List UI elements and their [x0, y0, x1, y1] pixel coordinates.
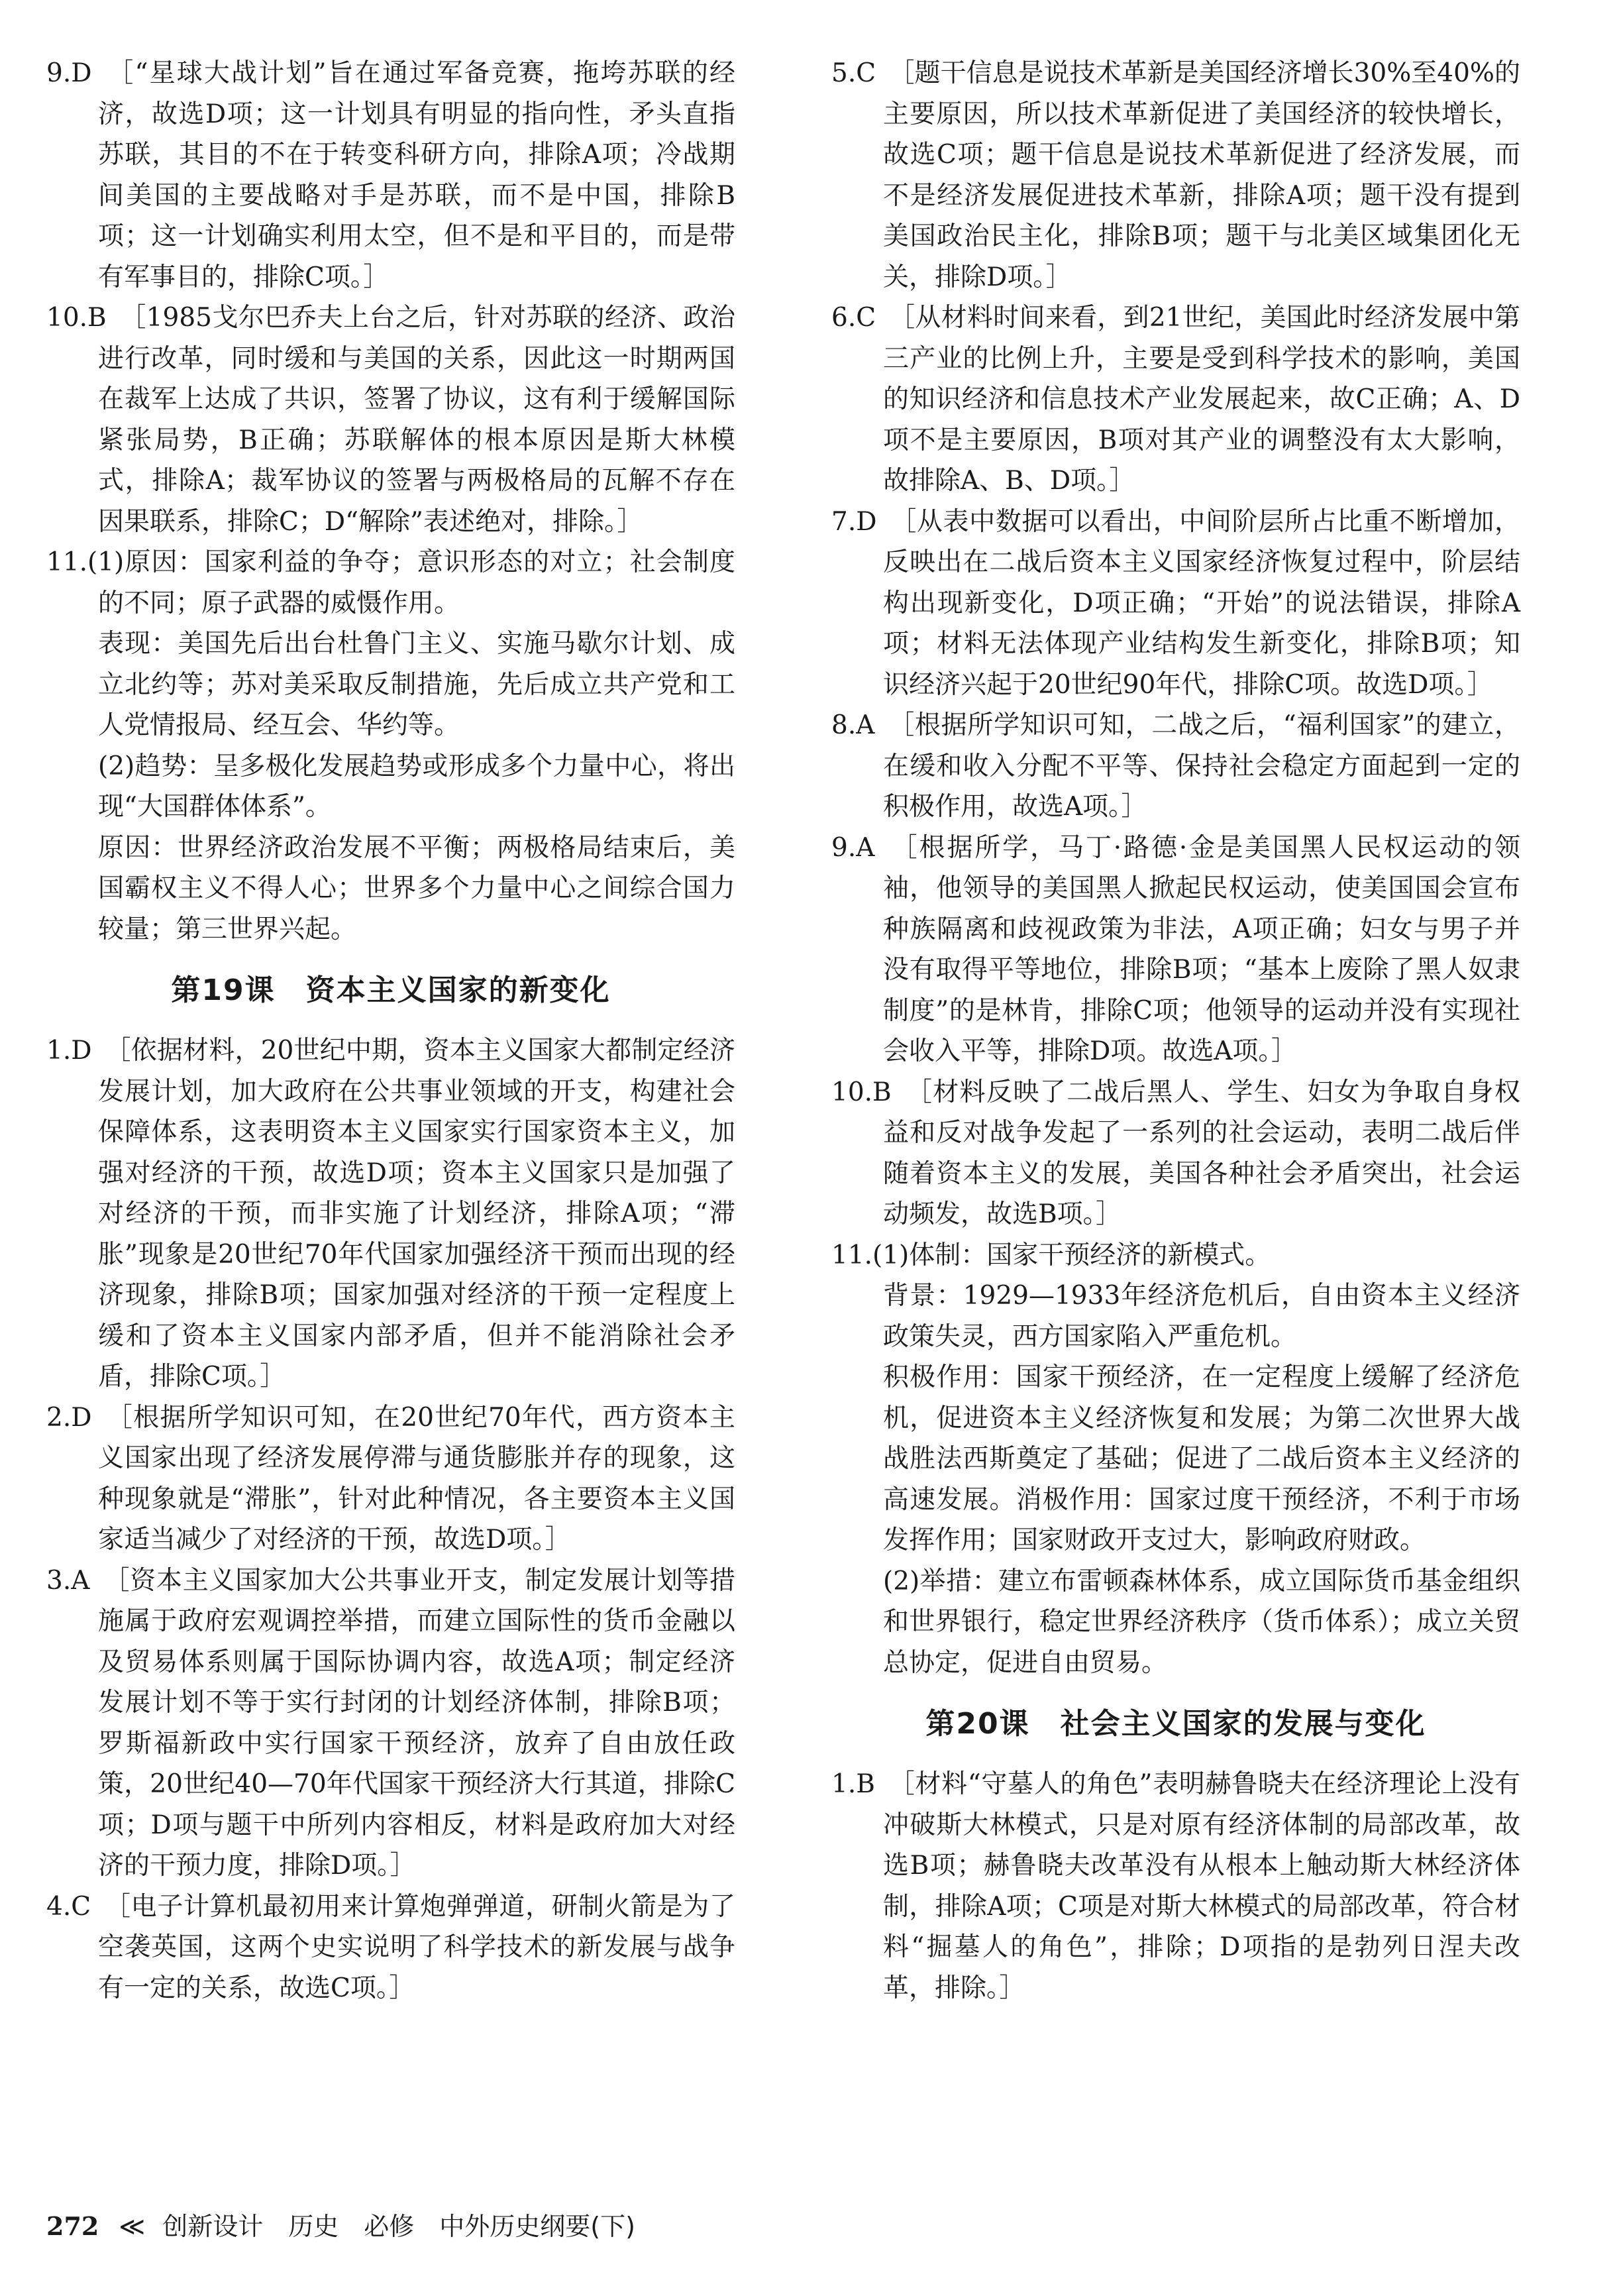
left-column [46, 53, 735, 2008]
lesson-heading: 第20课 社会主义国家的发展与变化 [925, 1707, 1426, 1741]
answer-item: 2.D ［根据所学知识可知，在20世纪70年代，西方资本主义国家出现了经济发展停滞与通货膨胀并存的现象，这种现象就是“滞胀”，针对此种情况，各主要资本主义国家适当减少了对经济的干预，故选D项。］ [46, 1402, 735, 1555]
answer-item: 10.B ［1985戈尔巴乔夫上台之后，针对苏联的经济、政治进行改革，同时缓和与美国的关系，因此这一时期两国在裁军上达成了共识，签署了协议，这有利于缓解国际紧张局势，B正确；苏联解体的根本原因是斯大林模式，排除A；裁军协议的签署与两极格局的瓦解不存在因果联系，排除C；D“解除”表述绝对，排除。］ [46, 303, 735, 537]
right-column [831, 53, 1520, 2008]
page-footer [46, 2210, 635, 2243]
answer-item: 10.B ［材料反映了二战后黑人、学生、妇女为争取自身权益和反对战争发起了一系列的社会运动，表明二战后伴随着资本主义的发展，美国各种社会矛盾突出，社会运动频发，故选B项。］ [831, 1077, 1520, 1229]
answer-item: 6.C ［从材料时间来看，到21世纪，美国此时经济发展中第三产业的比例上升，主要是受到科学技术的影响，美国的知识经济和信息技术产业发展起来，故C正确；A、D项不是主要原因，B项对其产业的调整没有太大影响，故排除A、B、D项。］ [831, 303, 1520, 496]
answer-item: 1.D ［依据材料，20世纪中期，资本主义国家大都制定经济发展计划，加大政府在公共事业领域的开支，构建社会保障体系，这表明资本主义国家实行国家资本主义，加强对经济的干预，故选D项；资本主义国家只是加强了对经济的干预，而非实施了计划经济，排除A项；“滞胀”现象是20世纪70年代国家加强经济干预而出现的经济现象，排除B项；国家加强对经济的干预一定程度上缓和了资本主义国家内部矛盾，但并不能消除社会矛盾，排除C项。］ [46, 1036, 735, 1392]
answer-item: 9.A ［根据所学，马丁·路德·金是美国黑人民权运动的领袖，他领导的美国黑人掀起民权运动，使美国国会宣布种族隔离和歧视政策为非法，A项正确；妇女与男子并没有取得平等地位，排除B项；“基本上废除了黑人奴隶制度”的是林肯，排除C项；他领导的运动并没有实现社会收入平等，排除D项。故选A项。］ [831, 832, 1520, 1066]
book-title: 创新设计 历史 必修 中外历史纲要(下) [162, 2212, 635, 2241]
answer-subitem: (2)举措：建立布雷顿森林体系，成立国际货币基金组织和世界银行，稳定世界经济秩序（货币体系）；成立关贸总协定，促进自由贸易。 [883, 1566, 1520, 1678]
answer-subitem: (2)趋势：呈多极化发展趋势或形成多个力量中心，将出现“大国群体体系”。 [98, 751, 735, 822]
answer-item: 11.(1)体制：国家干预经济的新模式。 [831, 1240, 1271, 1270]
answer-item: 5.C ［题干信息是说技术革新是美国经济增长30%至40%的主要原因，所以技术革新促进了美国经济的较快增长，故选C项；题干信息是说技术革新促进了经济发展，而不是经济发展促进技术革新，排除A项；题干没有提到美国政治民主化，排除B项；题干与北美区域集团化无关，排除D项。］ [831, 58, 1520, 292]
answer-subitem: 积极作用：国家干预经济，在一定程度上缓解了经济危机，促进资本主义经济恢复和发展；为第二次世界大战战胜法西斯奠定了基础；促进了二战后资本主义经济的高速发展。消极作用：国家过度干预经济，不利于市场发挥作用；国家财政开支过大，影响政府财政。 [883, 1362, 1520, 1555]
double-chevron-left-icon: ≪ [119, 2212, 146, 2241]
answer-subitem: 背景：1929—1933年经济危机后，自由资本主义经济政策失灵，西方国家陷入严重危机。 [883, 1281, 1520, 1352]
answer-item: 8.A ［根据所学知识可知，二战之后，“福利国家”的建立，在缓和收入分配不平等、保持社会稳定方面起到一定的积极作用，故选A项。］ [831, 710, 1520, 822]
answer-item: 9.D ［“星球大战计划”旨在通过军备竞赛，拖垮苏联的经济，故选D项；这一计划具有明显的指向性，矛头直指苏联，其目的不在于转变科研方向，排除A项；冷战期间美国的主要战略对手是苏联，而不是中国，排除B项；这一计划确实利用太空，但不是和平目的，而是带有军事目的，排除C项。］ [46, 58, 735, 292]
answer-subitem: 原因：世界经济政治发展不平衡；两极格局结束后，美国霸权主义不得人心；世界多个力量中心之间综合国力较量；第三世界兴起。 [98, 832, 735, 944]
answer-item: 7.D ［从表中数据可以看出，中间阶层所占比重不断增加，反映出在二战后资本主义国家经济恢复过程中，阶层结构出现新变化，D项正确；“开始”的说法错误，排除A项；材料无法体现产业结构发生新变化，排除B项；知识经济兴起于20世纪90年代，排除C项。故选D项。］ [831, 506, 1520, 700]
page-number: 272 [46, 2211, 99, 2241]
answer-item: 4.C ［电子计算机最初用来计算炮弹弹道，研制火箭是为了空袭英国，这两个史实说明了科学技术的新发展与战争有一定的关系，故选C项。］ [46, 1891, 735, 2003]
answer-subitem: 表现：美国先后出台杜鲁门主义、实施马歇尔计划、成立北约等；苏对美采取反制措施，先后成立共产党和工人党情报局、经互会、华约等。 [98, 629, 735, 740]
lesson-heading: 第19课 资本主义国家的新变化 [171, 973, 611, 1007]
answer-item: 11.(1)原因：国家利益的争夺；意识形态的对立；社会制度的不同；原子武器的威慑作用。 [46, 547, 735, 618]
answer-item: 3.A ［资本主义国家加大公共事业开支，制定发展计划等措施属于政府宏观调控举措，而建立国际性的货币金融以及贸易体系则属于国际协调内容，故选A项；制定经济发展计划不等于实行封闭的计划经济体制，排除B项；罗斯福新政中实行国家干预经济，放弃了自由放任政策，20世纪40—70年代国家干预经济大行其道，排除C项；D项与题干中所列内容相反，材料是政府加大对经济的干预力度，排除D项。］ [46, 1565, 735, 1881]
answer-item: 1.B ［材料“守墓人的角色”表明赫鲁晓夫在经济理论上没有冲破斯大林模式，只是对原有经济体制的局部改革，故选B项；赫鲁晓夫改革没有从根本上触动斯大林经济体制，排除A项；C项是对斯大林模式的局部改革，符合材料“掘墓人的角色”，排除；D项指的是勃列日涅夫改革，排除。］ [831, 1769, 1520, 2003]
